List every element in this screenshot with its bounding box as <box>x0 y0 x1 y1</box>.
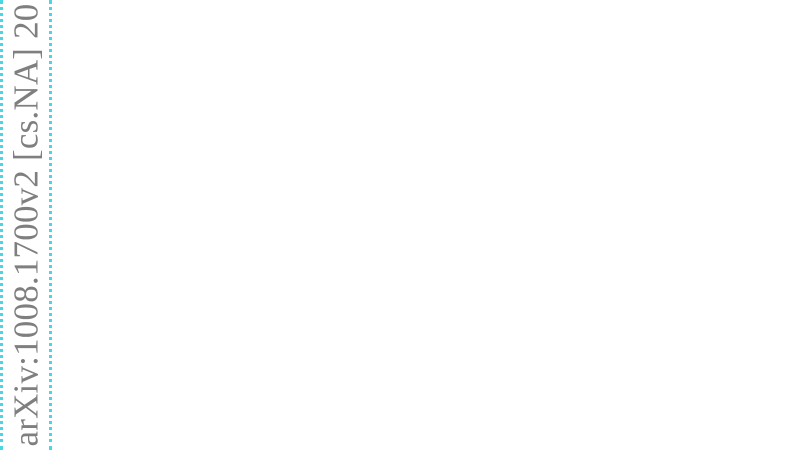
arxiv-identifier-text: arXiv:1008.1700v2 [cs.NA] 20 <box>6 3 46 447</box>
arxiv-identifier-stamp <box>0 0 52 450</box>
